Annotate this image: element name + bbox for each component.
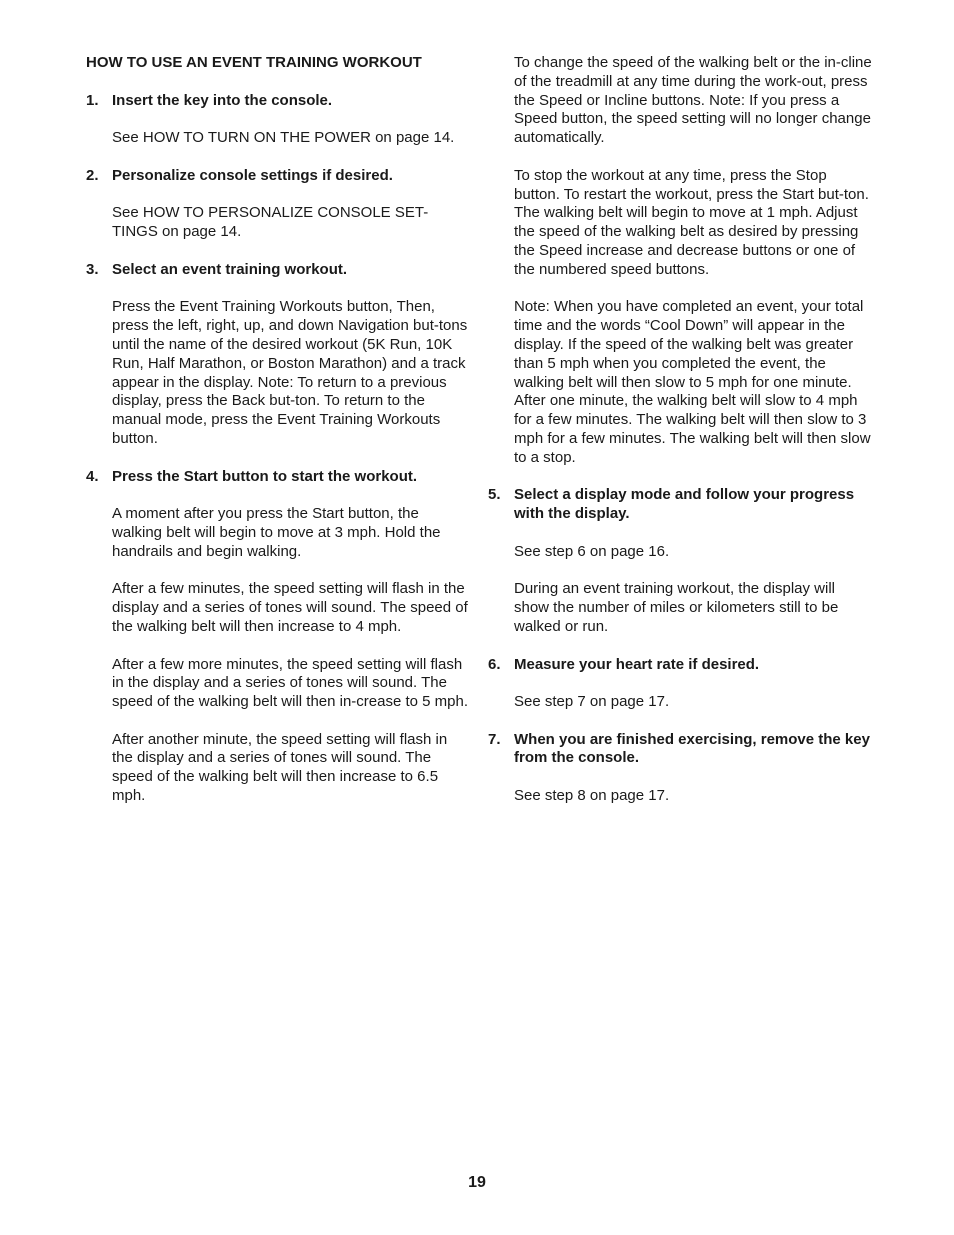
left-column <box>86 54 470 806</box>
section-heading: HOW TO USE AN EVENT TRAINING WORKOUT <box>86 54 422 71</box>
step-5-paragraph-1: See step 6 on page 16. <box>514 542 670 560</box>
step-4-paragraph-1: A moment after you press the Start button, the walking belt will begin to move at 3 mph. Hold the handrails and begin walking. <box>112 505 441 560</box>
right-column <box>488 54 872 825</box>
step-3-paragraph-1: Press the Event Training Workouts button, Then, press the left, right, up, and down Navigation but-tons until the name of the desired workout (5K Run, 10K Run, Half Marathon, or Boston Marathon) and a track appear in the display. Note: To return to a previous display, press the Back but-ton. To return to the manual mode, press the Event Training Workouts button. <box>112 298 468 447</box>
step-4-paragraph-4: After another minute, the speed setting will flash in the display and a series of tones will sound. The speed of the walking belt will then increase to 6.5 mph. <box>112 730 448 805</box>
step-6-title-text: Measure your heart rate if desired. <box>514 655 760 673</box>
step-7-number: 7. <box>488 730 501 748</box>
step-7-paragraph-1: See step 8 on page 17. <box>514 787 670 805</box>
step-4-paragraph-3: After a few more minutes, the speed setting will flash in the display and a series of tones will sound. The speed of the walking belt will then in-crease to 5 mph. <box>112 655 469 711</box>
step-4-title <box>86 468 470 487</box>
step-6-paragraph-1: See step 7 on page 17. <box>514 693 670 711</box>
step-3-number: 3. <box>86 260 99 278</box>
step-4-paragraph-5: To change the speed of the walking belt or the in-cline of the treadmill at any time during the work-out, press the Speed or Incline buttons. Note: If you press a Speed button, the speed setting will no longer change automatically. <box>514 54 872 147</box>
step-4-paragraph-6: To stop the workout at any time, press the Stop button. To restart the workout, press the Start but-ton. The walking belt will begin to move at 1 mph. Adjust the speed of the walking belt as desired by pressing the Speed increase and decrease buttons or one of the numbered speed buttons. <box>514 166 869 278</box>
step-2-paragraph-1: See HOW TO PERSONALIZE CONSOLE SET-TINGS on page 14. <box>112 204 429 241</box>
step-4-title-text: Press the Start button to start the workout. <box>112 467 418 485</box>
step-5-number: 5. <box>488 486 501 504</box>
step-1-number: 1. <box>86 91 99 109</box>
step-1-title-text: Insert the key into the console. <box>112 91 333 109</box>
step-6-number: 6. <box>488 655 501 673</box>
step-2-title <box>86 167 470 186</box>
step-3-title-text: Select an event training workout. <box>112 260 348 278</box>
step-7-title-text: When you are finished exercising, remove the key from the console. <box>514 730 870 767</box>
step-5-title-text: Select a display mode and follow your progress with the display. <box>514 486 855 523</box>
step-6-title <box>488 656 872 675</box>
step-1-title <box>86 92 470 111</box>
step-4-number: 4. <box>86 467 99 485</box>
step-7-title <box>488 731 872 769</box>
step-2-number: 2. <box>86 166 99 184</box>
step-5-paragraph-2: During an event training workout, the display will show the number of miles or kilometers still to be walked or run. <box>514 580 839 635</box>
step-1-paragraph-1: See HOW TO TURN ON THE POWER on page 14. <box>112 129 455 147</box>
step-3-title <box>86 261 470 280</box>
step-4-paragraph-7: Note: When you have completed an event, your total time and the words “Cool Down” will appear in the display. If the speed of the walking belt was greater than 5 mph when you completed the event, the walking belt will then slow to 5 mph for one minute. After one minute, the walking belt will slow to 4 mph for a few minutes. The walking belt will then slow to 3 mph for a few minutes. The walking belt will then slow to a stop. <box>514 298 871 466</box>
step-4-paragraph-2: After a few minutes, the speed setting will flash in the display and a series of tones will sound. The speed of the walking belt will then increase to 4 mph. <box>112 580 468 635</box>
step-2-title-text: Personalize console settings if desired. <box>112 166 393 184</box>
page-number: 19 <box>468 1174 486 1191</box>
step-5-title <box>488 486 872 524</box>
